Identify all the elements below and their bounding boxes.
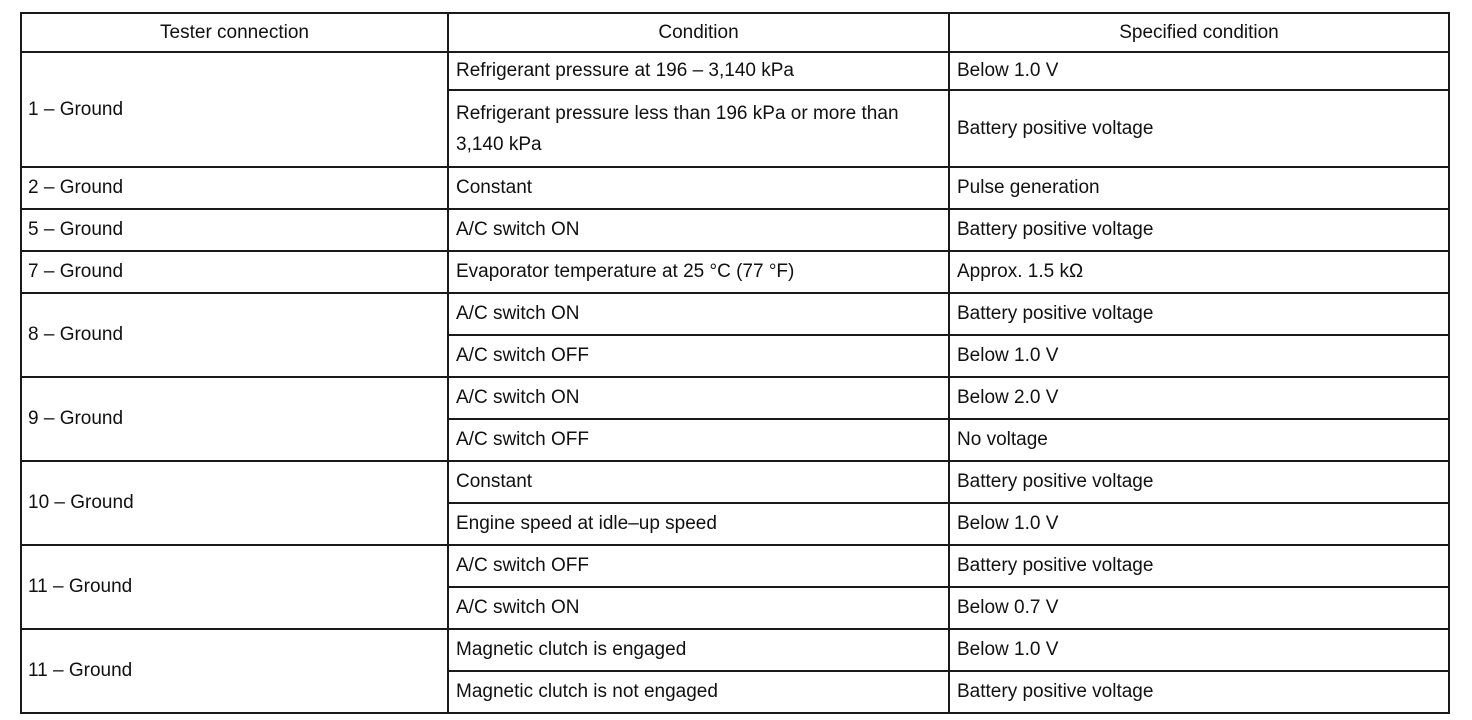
tester-connection-table: [20, 12, 1450, 714]
specified-condition-cell: Below 1.0 V: [949, 503, 1449, 545]
tester-connection-cell: 1 – Ground: [21, 52, 448, 167]
condition-cell: Refrigerant pressure less than 196 kPa or more than 3,140 kPa: [448, 90, 949, 167]
specified-condition-cell: Approx. 1.5 kΩ: [949, 251, 1449, 293]
header-condition: Condition: [448, 13, 949, 52]
condition-cell: A/C switch OFF: [448, 335, 949, 377]
condition-cell: A/C switch ON: [448, 293, 949, 335]
specified-condition-cell: Battery positive voltage: [949, 293, 1449, 335]
tester-connection-cell: 7 – Ground: [21, 251, 448, 293]
table-row: [21, 461, 1449, 503]
tester-connection-cell: 5 – Ground: [21, 209, 448, 251]
specified-condition-cell: Battery positive voltage: [949, 545, 1449, 587]
table-row: [21, 629, 1449, 671]
specified-condition-cell: Pulse generation: [949, 167, 1449, 209]
table-row: [21, 293, 1449, 335]
table-header-row: [21, 13, 1449, 52]
condition-cell: Engine speed at idle–up speed: [448, 503, 949, 545]
condition-cell: Magnetic clutch is not engaged: [448, 671, 949, 713]
condition-cell: A/C switch ON: [448, 209, 949, 251]
condition-cell: A/C switch ON: [448, 587, 949, 629]
tester-connection-cell: 9 – Ground: [21, 377, 448, 461]
specified-condition-cell: Battery positive voltage: [949, 209, 1449, 251]
specified-condition-cell: Battery positive voltage: [949, 671, 1449, 713]
condition-cell: Evaporator temperature at 25 °C (77 °F): [448, 251, 949, 293]
specified-condition-cell: Below 1.0 V: [949, 335, 1449, 377]
specified-condition-cell: Below 2.0 V: [949, 377, 1449, 419]
condition-cell: A/C switch OFF: [448, 419, 949, 461]
table-row: [21, 545, 1449, 587]
header-specified-condition: Specified condition: [949, 13, 1449, 52]
header-tester-connection: Tester connection: [21, 13, 448, 52]
condition-cell: Magnetic clutch is engaged: [448, 629, 949, 671]
specified-condition-cell: Battery positive voltage: [949, 90, 1449, 167]
tester-connection-cell: 2 – Ground: [21, 167, 448, 209]
tester-connection-cell: 10 – Ground: [21, 461, 448, 545]
table-row: [21, 377, 1449, 419]
table-row: [21, 251, 1449, 293]
table-row: [21, 52, 1449, 90]
condition-cell: A/C switch OFF: [448, 545, 949, 587]
specified-condition-cell: Below 0.7 V: [949, 587, 1449, 629]
specified-condition-cell: Below 1.0 V: [949, 52, 1449, 90]
tester-connection-cell: 11 – Ground: [21, 545, 448, 629]
condition-cell: A/C switch ON: [448, 377, 949, 419]
condition-cell: Constant: [448, 461, 949, 503]
tester-connection-cell: 11 – Ground: [21, 629, 448, 713]
condition-cell: Constant: [448, 167, 949, 209]
table-row: [21, 167, 1449, 209]
condition-cell: Refrigerant pressure at 196 – 3,140 kPa: [448, 52, 949, 90]
specified-condition-cell: No voltage: [949, 419, 1449, 461]
specified-condition-cell: Below 1.0 V: [949, 629, 1449, 671]
tester-connection-cell: 8 – Ground: [21, 293, 448, 377]
table-row: [21, 209, 1449, 251]
specified-condition-cell: Battery positive voltage: [949, 461, 1449, 503]
